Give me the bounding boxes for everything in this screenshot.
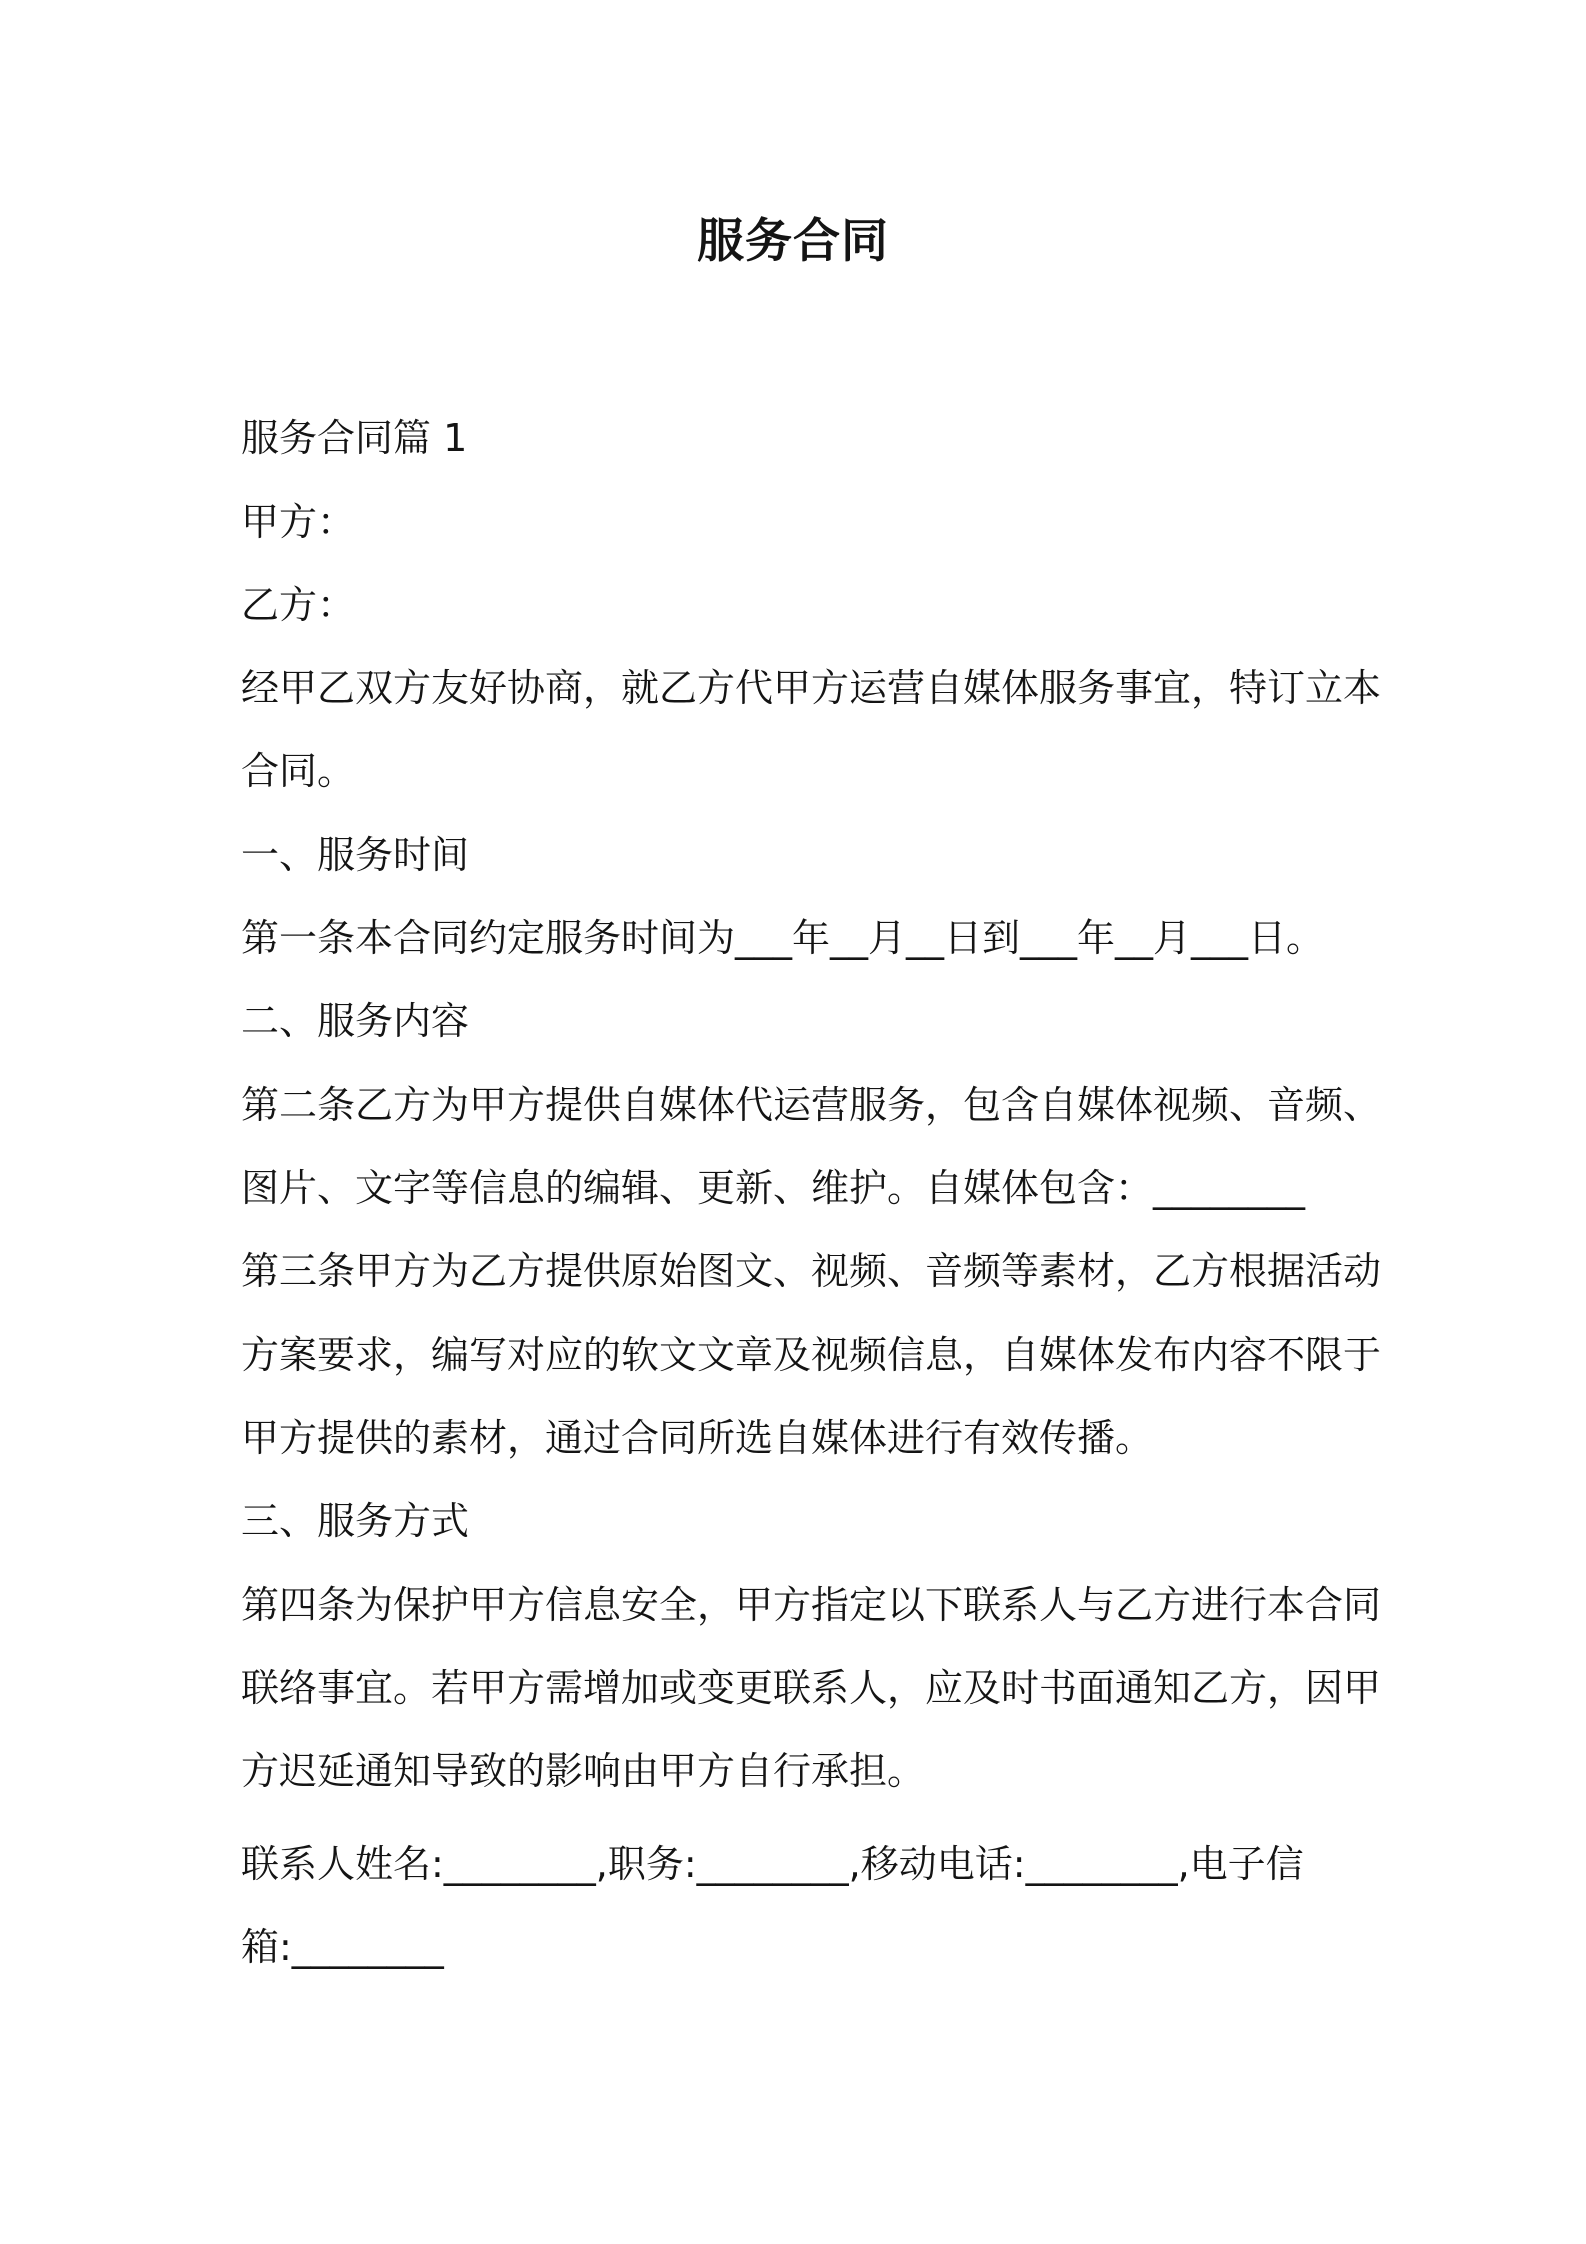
article-2-line-1: 第二条乙方为甲方提供自媒体代运营服务，包含自媒体视频、音频、 xyxy=(241,1083,1382,1127)
section-1-heading: 一、服务时间 xyxy=(241,833,470,877)
article-4-line-2: 联络事宜。若甲方需增加或变更联系人，应及时书面通知乙方，因甲 xyxy=(241,1666,1382,1710)
article-3-line-1: 第三条甲方为乙方提供原始图文、视频、音频等素材，乙方根据活动 xyxy=(241,1249,1382,1293)
section-2-heading: 二、服务内容 xyxy=(241,999,470,1043)
article-3-line-2: 方案要求，编写对应的软文文章及视频信息，自媒体发布内容不限于 xyxy=(241,1333,1382,1377)
article-3-line-3: 甲方提供的素材，通过合同所选自媒体进行有效传播。 xyxy=(241,1416,1154,1460)
party-a-label: 甲方： xyxy=(241,500,356,544)
article-1: 第一条本合同约定服务时间为___年__月__日到___年__月___日。 xyxy=(241,916,1325,960)
article-4-line-3: 方迟延通知导致的影响由甲方自行承担。 xyxy=(241,1749,926,1793)
contact-line-1: 联系人姓名:________,职务:________,移动电话:________,电子信 xyxy=(241,1842,1304,1886)
section-3-heading: 三、服务方式 xyxy=(241,1499,470,1543)
intro-line-2: 合同。 xyxy=(241,749,356,793)
document-title: 服务合同 xyxy=(697,214,889,269)
party-b-label: 乙方： xyxy=(241,583,356,627)
intro-line-1: 经甲乙双方友好协商，就乙方代甲方运营自媒体服务事宜，特订立本 xyxy=(241,666,1382,710)
article-4-line-1: 第四条为保护甲方信息安全，甲方指定以下联系人与乙方进行本合同 xyxy=(241,1583,1382,1627)
section-heading: 服务合同篇 1 xyxy=(241,416,468,460)
article-2-line-2: 图片、文字等信息的编辑、更新、维护。自媒体包含：________ xyxy=(241,1166,1306,1210)
contact-line-2: 箱:________ xyxy=(241,1925,444,1969)
